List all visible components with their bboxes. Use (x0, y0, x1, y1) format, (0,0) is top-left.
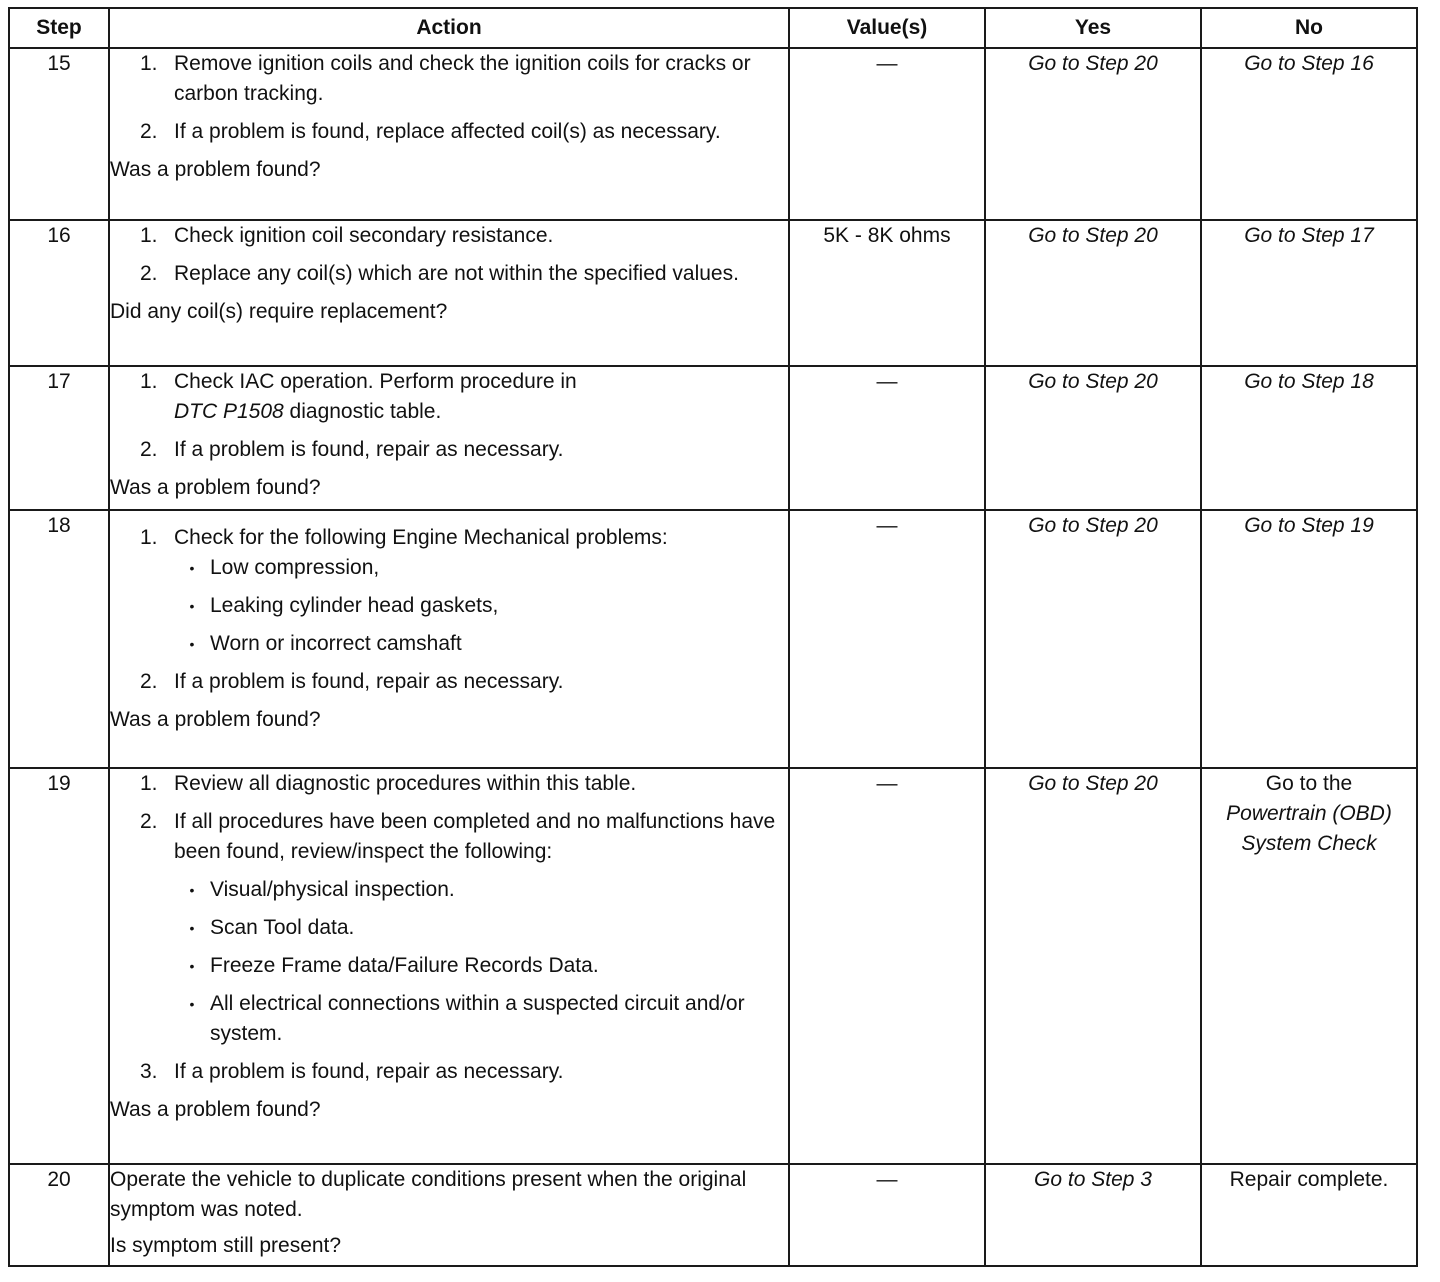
bullet-text: Visual/physical inspection. (210, 878, 455, 901)
bullet-text: Freeze Frame data/Failure Records Data. (210, 954, 599, 977)
item-text: Check for the following Engine Mechanical problems: (174, 526, 668, 549)
bullet-text: Worn or incorrect camshaft (210, 632, 462, 655)
no-link-step-17[interactable]: Go to Step 17 (1201, 220, 1417, 366)
action-item (110, 435, 788, 465)
action-item (110, 807, 788, 867)
action-item (110, 259, 788, 289)
table-row-step-16 (9, 220, 1417, 366)
item-number: 3. (140, 1060, 158, 1083)
step-number: 16 (9, 220, 109, 366)
item-number: 2. (140, 438, 158, 461)
no-link-step-18[interactable]: Go to Step 18 (1201, 366, 1417, 510)
no-prefix-text: Go to the (1265, 772, 1353, 795)
item-number: 2. (140, 262, 158, 285)
item-text: If a problem is found, repair as necessary. (174, 438, 564, 461)
header-action: Action (109, 8, 789, 48)
diagnostic-table (8, 7, 1418, 1267)
item-text (174, 367, 788, 427)
bullet-glyph: • (189, 920, 195, 936)
action-question: Was a problem found? (110, 476, 321, 499)
action-cell (109, 48, 789, 220)
item-text: If a problem is found, repair as necessary. (174, 1060, 564, 1083)
item-number: 1. (140, 52, 158, 75)
bullet-glyph: • (189, 636, 195, 652)
bullet-item (110, 951, 788, 981)
action-item (110, 367, 788, 427)
step-number: 15 (9, 48, 109, 220)
item-number: 1. (140, 224, 158, 247)
action-question: Was a problem found? (110, 708, 321, 731)
action-item (110, 1057, 788, 1087)
action-item (110, 49, 788, 109)
table-row-step-19 (9, 768, 1417, 1164)
bullet-item (110, 913, 788, 943)
item-number: 2. (140, 670, 158, 693)
yes-link-step-20[interactable]: Go to Step 20 (985, 510, 1201, 768)
step-number: 19 (9, 768, 109, 1164)
bullet-item (110, 875, 788, 905)
item-text: Review all diagnostic procedures within this table. (174, 772, 637, 795)
value-cell: 5K - 8K ohms (789, 220, 985, 366)
bullet-glyph: • (189, 560, 195, 576)
item-text: If a problem is found, repair as necessary. (174, 670, 564, 693)
table-row-step-15 (9, 48, 1417, 220)
value-cell: — (789, 768, 985, 1164)
bullet-glyph: • (189, 598, 195, 614)
action-question: Is symptom still present? (110, 1234, 342, 1257)
action-cell (109, 366, 789, 510)
action-text: Operate the vehicle to duplicate conditions present when the original symptom was noted. (110, 1168, 747, 1221)
action-item (110, 117, 788, 147)
action-question: Was a problem found? (110, 1098, 321, 1121)
diagnostic-table-page (8, 7, 1416, 1267)
bullet-item (110, 553, 788, 583)
bullet-text: Low compression, (210, 556, 380, 579)
bullet-text: All electrical connections within a suspected circuit and/or system. (210, 992, 745, 1045)
action-question: Did any coil(s) require replacement? (110, 300, 448, 323)
header-values: Value(s) (789, 8, 985, 48)
action-question: Was a problem found? (110, 158, 321, 181)
dtc-reference-link[interactable]: DTC P1508 (174, 400, 284, 423)
action-item (110, 667, 788, 697)
yes-link-step-3[interactable]: Go to Step 3 (985, 1164, 1201, 1266)
value-cell: — (789, 510, 985, 768)
table-row-step-18 (9, 510, 1417, 768)
no-link-step-16[interactable]: Go to Step 16 (1201, 48, 1417, 220)
step-number: 18 (9, 510, 109, 768)
item-text-tail: diagnostic table. (283, 400, 442, 423)
item-number: 2. (140, 120, 158, 143)
bullet-item (110, 989, 788, 1049)
item-text: Remove ignition coils and check the ignition coils for cracks or carbon tracking. (174, 52, 751, 105)
item-text: Check ignition coil secondary resistance. (174, 224, 554, 247)
powertrain-obd-system-check-link[interactable]: Powertrain (OBD) System Check (1226, 802, 1392, 855)
no-link-step-19[interactable]: Go to Step 19 (1201, 510, 1417, 768)
bullet-item (110, 591, 788, 621)
action-cell (109, 1164, 789, 1266)
no-repair-complete: Repair complete. (1201, 1164, 1417, 1266)
action-item (110, 769, 788, 799)
item-text: Replace any coil(s) which are not within the specified values. (174, 262, 739, 285)
item-text: If a problem is found, replace affected coil(s) as necessary. (174, 120, 721, 143)
item-text: If all procedures have been completed and no malfunctions have been found, review/inspect the following: (174, 810, 776, 863)
yes-link-step-20[interactable]: Go to Step 20 (985, 48, 1201, 220)
item-text-main: Check IAC operation. Perform procedure in (174, 370, 577, 393)
header-step: Step (9, 8, 109, 48)
bullet-glyph: • (189, 882, 195, 898)
value-cell: — (789, 1164, 985, 1266)
item-number: 1. (140, 526, 158, 549)
yes-link-step-20[interactable]: Go to Step 20 (985, 220, 1201, 366)
action-item (110, 221, 788, 251)
bullet-glyph: • (189, 996, 195, 1012)
step-number: 20 (9, 1164, 109, 1266)
item-number: 2. (140, 810, 158, 833)
action-cell (109, 768, 789, 1164)
header-row (9, 8, 1417, 48)
yes-link-step-20[interactable]: Go to Step 20 (985, 768, 1201, 1164)
action-cell (109, 220, 789, 366)
table-row-step-17 (9, 366, 1417, 510)
bullet-item (110, 629, 788, 659)
item-number: 1. (140, 772, 158, 795)
no-cell (1201, 768, 1417, 1164)
bullet-text: Leaking cylinder head gaskets, (210, 594, 499, 617)
value-cell: — (789, 48, 985, 220)
action-cell (109, 510, 789, 768)
bullet-text: Scan Tool data. (210, 916, 355, 939)
item-number: 1. (140, 370, 158, 393)
action-item (110, 523, 788, 553)
bullet-glyph: • (189, 958, 195, 974)
table-row-step-20 (9, 1164, 1417, 1266)
header-yes: Yes (985, 8, 1201, 48)
step-number: 17 (9, 366, 109, 510)
header-no: No (1201, 8, 1417, 48)
value-cell: — (789, 366, 985, 510)
yes-link-step-20[interactable]: Go to Step 20 (985, 366, 1201, 510)
